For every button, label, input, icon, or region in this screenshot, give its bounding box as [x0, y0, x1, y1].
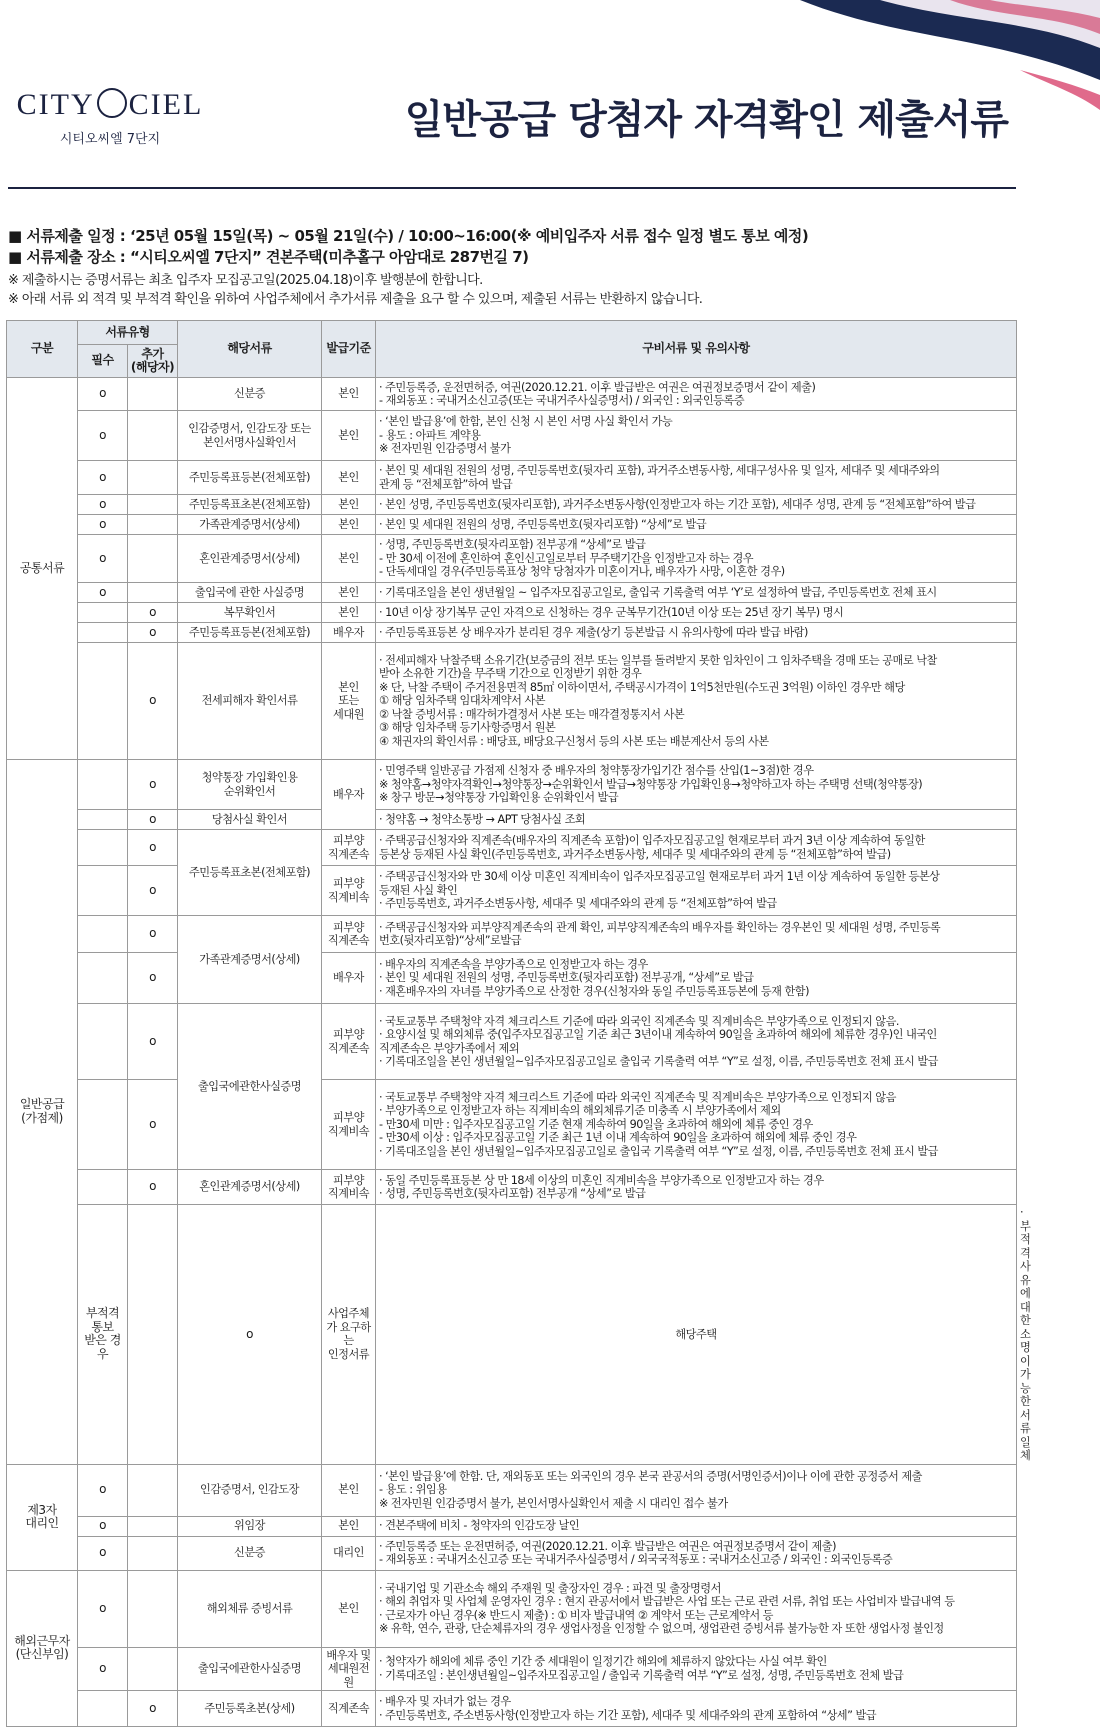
notes-cell: · 국내기업 및 기관소속 해외 주재원 및 출장자인 경우 : 파견 및 출장명령서 · 해외 취업자 및 사업체 운영자인 경우 : 현지 관공서에서 발급받은 사업 또는 근로 관련 서류, 취업 또는 사업비자 발급내역 등 · 근로자가 아닌 경우(※ 반드시 제출) : ① 비자 발급내역 ② 계약서 또는 근로계약서 등 ※ 유학, 연수, 관광, 단순체류자의 경우 생업사정을 인정할 수 없으며, 생업관련 증빙서류 불가능한 자 또한 생업사정 불인정: [376, 1570, 1017, 1647]
required-mark: o: [78, 495, 128, 515]
additional-mark: o: [128, 1080, 178, 1170]
basis-cell: 피부양 직계존속: [322, 1004, 376, 1080]
logo-subtitle: 시티오씨엘 7단지: [59, 132, 161, 148]
table-row: [7, 1464, 1017, 1516]
table-row: [7, 1080, 1017, 1170]
schedule-line: ■ 서류제출 일정 : ‘25년 05월 15일(목) ~ 05월 21일(수) / 10:00~16:00(※ 예비입주자 서류 접수 일정 별도 통보 예정): [8, 227, 809, 245]
notes-cell: · 국토교통부 주택청약 자격 체크리스트 기준에 따라 외국인 직계존속 및 직계비속은 부양가족으로 인정되지 않음. · 요양시설 및 해외체류 중(입주자모집공고일 기준 최근 3년이내 계속하여 90일을 초과하여 해외에 체류한 경우)인 내국인 직계존속은 부양가족에서 제외 · 기록대조일을 본인 생년월일~입주자모집공고일로 출입국 기록출력 여부 “Y”로 설정, 이름, 주민등록번호 전체 표시 발급: [376, 1004, 1017, 1080]
basis-cell: 본인: [322, 583, 376, 603]
table-row: [7, 953, 1017, 1004]
required-mark: o: [78, 1536, 128, 1570]
table-row: [7, 583, 1017, 603]
document-cell: 혼인관계증명서(상세): [178, 1170, 322, 1205]
document-cell: 출입국에관한사실증명: [178, 1647, 322, 1691]
table-row: [7, 623, 1017, 643]
table-row: [7, 378, 1017, 411]
basis-cell: 대리인: [322, 1536, 376, 1570]
table-row: [7, 411, 1017, 461]
additional-mark: o: [128, 643, 178, 760]
notes-cell: · ‘본인 발급용’에 한함, 본인 신청 시 본인 서명 사실 확인서 가능 - 용도 : 아파트 계약용 ※ 전자민원 인감증명서 불가: [376, 411, 1017, 461]
table-row: [7, 1516, 1017, 1536]
notes-cell: · 주택공급신청자와 직계존속(배우자의 직계존속 포함)이 입주자모집공고일 현재로부터 과거 3년 이상 계속하여 동일한 등본상 등재된 사실 확인(주민등록번호, 과거주소변동사항, 세대주 및 세대주와의 관계 등 “전체포함”하여 발급): [376, 830, 1017, 866]
additional-mark: o: [128, 1691, 178, 1727]
table-row: [7, 515, 1017, 535]
notes-cell: · ‘본인 발급용’에 한함. 단, 재외동포 또는 외국인의 경우 본국 관공서의 증명(서명인증서)이나 이에 관한 공정증서 제출 - 용도 : 위임용 ※ 전자민원 인감증명서 불가, 본인서명사실확인서 제출 시 대리인 접수 불가: [376, 1464, 1017, 1516]
document-cell: 신분증: [178, 378, 322, 411]
additional-mark: [128, 461, 178, 495]
table-row: [7, 830, 1017, 866]
divider: [8, 187, 1016, 189]
basis-cell: 피부양 직계존속: [322, 830, 376, 866]
required-mark: o: [78, 515, 128, 535]
notes-cell: · 배우자 및 자녀가 없는 경우 · 주민등록번호, 주소변동사항(인정받고자 하는 기간 포함), 세대주 및 세대주와의 관계 포함하여 “상세” 발급: [376, 1691, 1017, 1727]
basis-cell: 본인: [322, 515, 376, 535]
header-doc-type: 서류유형: [78, 321, 178, 345]
table-row: [7, 810, 1017, 830]
additional-mark: [128, 535, 178, 583]
document-cell: 인감증명서, 인감도장 또는 본인서명사실확인서: [178, 411, 322, 461]
table-row: [7, 760, 1017, 810]
document-cell: 출입국에 관한 사실증명: [178, 583, 322, 603]
notes-cell: · 동일 주민등록표등본 상 만 18세 이상의 미혼인 직계비속을 부양가족으로 인정받고자 하는 경우 · 성명, 주민등록번호(뒷자리포함) 전부공개 “상세”로 발급: [376, 1170, 1017, 1205]
required-mark: o: [78, 1464, 128, 1516]
basis-cell: 본인: [322, 495, 376, 515]
table-row: [7, 1536, 1017, 1570]
document-cell: 출입국에관한사실증명: [178, 1004, 322, 1170]
basis-cell: 피부양 직계비속: [322, 866, 376, 916]
additional-mark: o: [178, 1205, 322, 1465]
additional-mark: o: [128, 603, 178, 623]
additional-mark: o: [128, 866, 178, 916]
basis-cell: 본인: [322, 1516, 376, 1536]
notes-cell: · 본인 성명, 주민등록번호(뒷자리포함), 과거주소변동사항(인정받고자 하는 기간 포함), 세대주 성명, 관계 등 “전체포함”하여 발급: [376, 495, 1017, 515]
required-mark: o: [78, 461, 128, 495]
notes-cell: · 10년 이상 장기복무 군인 자격으로 신청하는 경우 군복무기간(10년 이상 또는 25년 장기 복무) 명시: [376, 603, 1017, 623]
group-cell: 일반공급 (가점제): [7, 760, 78, 1465]
basis-cell: 본인: [322, 411, 376, 461]
place-line: ■ 서류제출 장소 : “시티오씨엘 7단지” 견본주택(미추홀구 아암대로 287번길 7): [8, 248, 529, 266]
additional-mark: o: [128, 1170, 178, 1205]
notes-cell: · 본인 및 세대원 전원의 성명, 주민등록번호(뒷자리 포함), 과거주소변동사항, 세대구성사유 및 일자, 세대주 및 세대주와의 관계 등 “전체포함”하여 발급: [376, 461, 1017, 495]
additional-mark: [128, 495, 178, 515]
basis-cell: 본인: [322, 1464, 376, 1516]
table-row: 부적격 통보 받은 경우 o 사업주체가 요구하는 인정서류 해당주택 · 부적격 사유에 대한 소명이 가능한 서류 일체: [7, 1205, 1017, 1465]
table-row: [7, 535, 1017, 583]
documents-table: [6, 320, 1031, 1727]
additional-mark: o: [128, 953, 178, 1004]
required-mark: [78, 810, 128, 830]
table-row: [7, 1647, 1017, 1691]
additional-mark: [128, 1570, 178, 1647]
additional-mark: o: [128, 760, 178, 810]
header-document: 해당서류: [178, 321, 322, 378]
notes-cell: · 전세피해자 낙찰주택 소유기간(보증금의 전부 또는 일부를 돌려받지 못한 임차인이 그 임차주택을 경매 또는 공매로 낙찰 받아 소유한 기간)을 무주택 기간으로 인정받기 위한 경우 ※ 단, 낙찰 주택이 주거전용면적 85㎡ 이하이면서, 주택공시가격이 1억5천만원(수도권 3억원) 이하인 경우만 해당 ① 해당 임차주택 임대차계약서 사본 ② 낙찰 증빙서류 : 매각허가결정서 사본 또는 매각결정통지서 사본 ③ 해당 임차주택 등기사항증명서 원본 ④ 채권자의 확인서류 : 배당표, 배당요구신청서 등의 사본 또는 배분계산서 등의 사본: [376, 643, 1017, 760]
basis-cell: 직계존속: [322, 1691, 376, 1727]
document-cell: 인감증명서, 인감도장: [178, 1464, 322, 1516]
additional-mark: [128, 1536, 178, 1570]
required-mark: o: [78, 411, 128, 461]
document-cell: 신분증: [178, 1536, 322, 1570]
table-row: [7, 1570, 1017, 1647]
basis-cell: 피부양 직계존속: [322, 916, 376, 953]
table-row: [7, 866, 1017, 916]
table-row: [7, 461, 1017, 495]
table-row: [7, 1691, 1017, 1727]
document-cell: 전세피해자 확인서류: [178, 643, 322, 760]
basis-cell: 본인: [322, 535, 376, 583]
required-mark: [78, 953, 128, 1004]
required-mark: [128, 1205, 178, 1465]
table-row: [7, 495, 1017, 515]
document-cell: 주민등록표등본(전체포함): [178, 461, 322, 495]
basis-cell: 피부양 직계비속: [322, 1080, 376, 1170]
basis-cell: 배우자 및 세대원전원: [322, 1647, 376, 1691]
required-mark: o: [78, 1516, 128, 1536]
basis-cell: 본인: [322, 1570, 376, 1647]
basis-cell: 본인: [322, 378, 376, 411]
document-cell: 혼인관계증명서(상세): [178, 535, 322, 583]
additional-mark: [128, 1647, 178, 1691]
additional-mark: [128, 378, 178, 411]
notes-cell: · 배우자의 직계존속을 부양가족으로 인정받고자 하는 경우 · 본인 및 세대원 전원의 성명, 주민등록번호(뒷자리포함) 전부공개, “상세”로 발급 · 재혼배우자의 자녀를 부양가족으로 산정한 경우(신청자와 동일 주민등록표등본에 등재 한함): [376, 953, 1017, 1004]
logo-circle-icon: [97, 88, 127, 118]
required-mark: [78, 866, 128, 916]
document-cell: 가족관계증명서(상세): [178, 916, 322, 1004]
required-mark: o: [78, 1570, 128, 1647]
additional-mark: o: [128, 810, 178, 830]
notes-cell: · 성명, 주민등록번호(뒷자리포함) 전부공개 “상세”로 발급 - 만 30세 이전에 혼인하여 혼인신고일로부터 무주택기간을 인정받고자 하는 경우 - 단독세대일 경우(주민등록표상 청약 당첨자가 미혼이거나, 배우자가 사망, 이혼한 경우): [376, 535, 1017, 583]
basis-cell: 배우자: [322, 623, 376, 643]
required-mark: [78, 623, 128, 643]
document-cell: 위임장: [178, 1516, 322, 1536]
brand-logo: [10, 88, 210, 147]
notes-cell: · 민영주택 일반공급 가점제 신청자 중 배우자의 청약통장가입기간 점수를 산입(1~3점)한 경우 ※ 청약홈→청약자격확인→청약통장→순위확인서 발급→청약통장 가입확인용→청약하고자 하는 주택명 선택(청약통장) ※ 창구 방문→청약통장 가입확인용 순위확인서 발급: [376, 760, 1017, 810]
required-mark: [78, 916, 128, 953]
logo-text-ciel: CIEL: [128, 88, 204, 121]
document-cell: 주민등록표초본(전체포함): [178, 830, 322, 916]
additional-mark: [128, 1464, 178, 1516]
additional-mark: [128, 411, 178, 461]
header-issue-basis: 발급기준: [322, 321, 376, 378]
required-mark: [78, 603, 128, 623]
submission-info: [8, 226, 1018, 309]
required-mark: o: [78, 535, 128, 583]
document-cell: 청약통장 가입확인용 순위확인서: [178, 760, 322, 810]
basis-cell: 피부양 직계비속: [322, 1170, 376, 1205]
additional-mark: o: [128, 916, 178, 953]
logo-text-city: CITY: [16, 88, 95, 121]
header-required: 필수: [78, 345, 128, 378]
basis-cell: 본인 또는 세대원: [322, 643, 376, 760]
document-cell: 사업주체가 요구하는 인정서류: [322, 1205, 376, 1465]
basis-cell: 본인: [322, 461, 376, 495]
note-line: ※ 아래 서류 외 적격 및 부적격 확인을 위하여 사업주체에서 추가서류 제출을 요구 할 수 있으며, 제출된 서류는 반환하지 않습니다.: [8, 292, 703, 307]
document-cell: 주민등록표초본(전체포함): [178, 495, 322, 515]
required-mark: [78, 830, 128, 866]
notes-cell: · 주택공급신청자와 피부양직계존속의 관계 확인, 피부양직계존속의 배우자를 확인하는 경우본인 및 세대원 성명, 주민등록 번호(뒷자리포함)“상세”로발급: [376, 916, 1017, 953]
notes-cell: · 주택공급신청자와 만 30세 이상 미혼인 직계비속이 입주자모집공고일 현재로부터 과거 1년 이상 계속하여 동일한 등본상 등재된 사실 확인 · 주민등록번호, 과거주소변동사항, 세대주 및 세대주와의 관계 등 “전체포함”하여 발급: [376, 866, 1017, 916]
required-mark: [78, 1691, 128, 1727]
basis-cell: 해당주택: [376, 1205, 1017, 1465]
notes-cell: · 청약홈 → 청약소통방 → APT 당첨사실 조회: [376, 810, 1017, 830]
document-cell: 주민등록초본(상세): [178, 1691, 322, 1727]
table-row: [7, 603, 1017, 623]
required-mark: o: [78, 1647, 128, 1691]
notes-cell: · 주민등록증 또는 운전면허증, 여권(2020.12.21. 이후 발급받은 여권은 여권정보증명서 같이 제출) - 재외동포 : 국내거소신고증 또는 국내거주사실증명서 / 외국국적동포 : 국내거소신고증 / 외국인 : 외국인등록증: [376, 1536, 1017, 1570]
additional-mark: o: [128, 830, 178, 866]
table-row: [7, 916, 1017, 953]
document-cell: 주민등록표등본(전체포함): [178, 623, 322, 643]
notes-cell: · 본인 및 세대원 전원의 성명, 주민등록번호(뒷자리포함) “상세”로 발급: [376, 515, 1017, 535]
required-mark: o: [78, 378, 128, 411]
additional-mark: [128, 1516, 178, 1536]
group-cell: 공통서류: [7, 378, 78, 760]
notes-cell: · 국토교통부 주택청약 자격 체크리스트 기준에 따라 외국인 직계존속 및 직계비속은 부양가족으로 인정되지 않음 · 부양가족으로 인정받고자 하는 직계비속의 해외체류기준 미충족 시 부양가족에서 제외 - 만30세 미만 : 입주자모집공고일 기준 현재 계속하여 90일을 초과하여 해외에 체류 중인 경우 - 만30세 이상 : 입주자모집공고일 기준 최근 1년 이내 계속하여 90일을 초과하여 해외에 체류 중인 경우 · 기록대조일을 본인 생년월일~입주자모집공고일로 출입국 기록출력 여부 “Y”로 설정, 이름, 주민등록번호 전체 표시 발급: [376, 1080, 1017, 1170]
required-mark: [78, 643, 128, 760]
required-mark: [78, 760, 128, 810]
header-group: 구분: [7, 321, 78, 378]
notes-cell: · 주민등록표등본 상 배우자가 분리된 경우 제출(상기 등본발급 시 유의사항에 따라 발급 바람): [376, 623, 1017, 643]
notes-cell: · 청약자가 해외에 체류 중인 기간 중 세대원이 일정기간 해외에 체류하지 않았다는 사실 여부 확인 · 기록대조일 : 본인생년월일~입주자모집공고일 / 출입국 기록출력 여부 “Y”로 설정, 성명, 주민등록번호 전체 발급: [376, 1647, 1017, 1691]
additional-mark: o: [128, 1004, 178, 1080]
required-mark: [78, 1080, 128, 1170]
document-cell: 당첨사실 확인서: [178, 810, 322, 830]
notes-cell: · 견본주택에 비치 - 청약자의 인감도장 날인: [376, 1516, 1017, 1536]
notes-cell: · 주민등록증, 운전면허증, 여권(2020.12.21. 이후 발급받은 여권은 여권정보증명서 같이 제출) - 재외동포 : 국내거소신고증(또는 국내거주사실증명서) / 외국인 : 외국인등록증: [376, 378, 1017, 411]
group-cell: 제3자 대리인: [7, 1464, 78, 1570]
required-mark: [78, 1004, 128, 1080]
additional-mark: [128, 515, 178, 535]
notes-cell: · 기록대조일을 본인 생년월일 ~ 입주자모집공고일로, 출입국 기록출력 여부 ‘Y’로 설정하여 발급, 주민등록번호 전체 표시: [376, 583, 1017, 603]
page-title: 일반공급 당첨자 자격확인 제출서류: [404, 97, 1008, 143]
group-cell: 부적격 통보 받은 경우: [78, 1205, 128, 1465]
required-mark: [78, 1170, 128, 1205]
table-row: [7, 643, 1017, 760]
table-row: [7, 1170, 1017, 1205]
document-cell: 가족관계증명서(상세): [178, 515, 322, 535]
additional-mark: o: [128, 623, 178, 643]
header-additional: 추가 (해당자): [128, 345, 178, 378]
note-line: ※ 제출하시는 증명서류는 최초 입주자 모집공고일(2025.04.18)이후 발행분에 한합니다.: [8, 273, 483, 288]
header-notes: 구비서류 및 유의사항: [376, 321, 1017, 378]
document-cell: 복무확인서: [178, 603, 322, 623]
group-cell: 해외근무자 (단신부임): [7, 1570, 78, 1727]
basis-cell: 배우자: [322, 760, 376, 830]
required-mark: o: [78, 583, 128, 603]
document-cell: 해외체류 증빙서류: [178, 1570, 322, 1647]
additional-mark: [128, 583, 178, 603]
basis-cell: 본인: [322, 603, 376, 623]
table-row: [7, 1004, 1017, 1080]
basis-cell: 배우자: [322, 953, 376, 1004]
